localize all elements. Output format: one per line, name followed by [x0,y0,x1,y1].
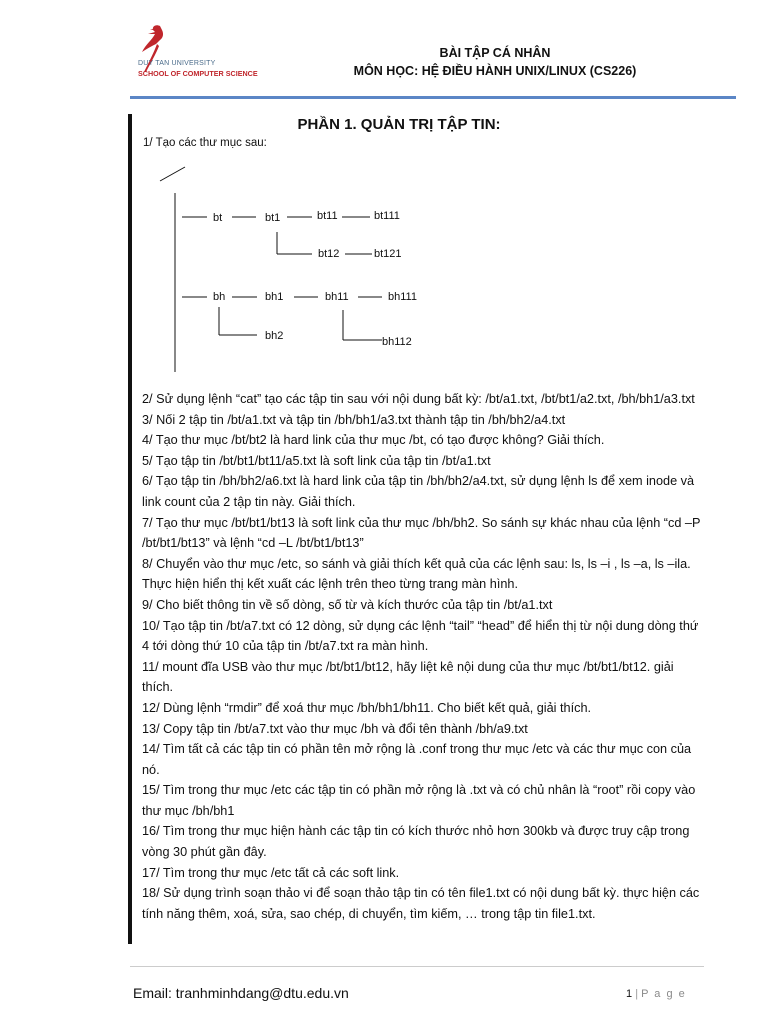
task-item: 17/ Tìm trong thư mục /etc tất cả các soft link. [142,865,400,880]
task-item: 11/ mount đĩa USB vào thư mục /bt/bt1/bt12, hãy liệt kê nội dung của thư mục /bt/bt1/bt12. giải thích. [142,659,674,695]
footer-email: Email: tranhminhdang@dtu.edu.vn [133,985,349,1001]
header-title-line2: MÔN HỌC: HỆ ĐIỀU HÀNH UNIX/LINUX (CS226) [353,64,637,78]
header-title [330,44,660,80]
tree-node-bt111: bt111 [374,210,400,222]
task-item: 6/ Tạo tập tin /bh/bh2/a6.txt là hard link của tập tin /bh/bh2/a4.txt, sử dụng lệnh ls để xem inode và link count của 2 tập tin này. Giải thích. [142,474,695,509]
task-item: 7/ Tạo thư mục /bt/bt1/bt13 là soft link của thư mục /bh/bh2. So sánh sự khác nhau của lệnh “cd –P /bt/bt1/bt13” và lệnh “cd –L /bt/bt1/bt13” [142,515,701,551]
task-item: 8/ Chuyển vào thư mục /etc, so sánh và giải thích kết quả của các lệnh sau: ls, ls –i , ls –a, ls –ila. Thực hiện hiển thị kết xuất các lệnh trên theo từng trang màn hình. [142,556,691,592]
header-title-line1: BÀI TẬP CÁ NHÂN [439,46,551,60]
tree-node-bh111: bh111 [388,291,417,303]
tree-node-bh: bh [213,291,226,303]
page-number-value: 1 [626,988,633,1000]
task-1-intro: 1/ Tạo các thư mục sau: [143,137,267,149]
directory-tree-diagram [132,150,432,380]
page-label: P a g e [641,988,687,1000]
logo-school-text: SCHOOL OF COMPUTER SCIENCE [138,69,258,78]
task-list [142,389,702,924]
university-logo [138,22,298,82]
section-title: PHẦN 1. QUẢN TRỊ TẬP TIN: [297,116,501,133]
tree-node-bt12: bt12 [318,248,340,260]
task-item: 13/ Copy tập tin /bt/a7.txt vào thư mục /bh và đổi tên thành /bh/a9.txt [142,721,528,736]
tree-node-bh2: bh2 [265,330,284,342]
tree-node-bt11: bt11 [317,210,338,222]
footer-divider [130,966,704,967]
task-item: 14/ Tìm tất cả các tập tin có phần tên mở rộng là .conf trong thư mục /etc và các thư mục con của nó. [142,742,692,777]
tree-node-bh112: bh112 [382,336,412,348]
root-slash-line [160,167,185,181]
task-item: 2/ Sử dụng lệnh “cat” tạo các tập tin sau với nội dung bất kỳ: /bt/a1.txt, /bt/bt1/a2.txt, /bh/bh1/a3.txt [142,392,695,406]
tree-node-bh11: bh11 [325,291,349,303]
task-item: 9/ Cho biết thông tin về số dòng, số từ và kích thước của tập tin /bt/a1.txt [142,597,553,612]
task-item: 5/ Tạo tập tin /bt/bt1/bt11/a5.txt là soft link của tập tin /bt/a1.txt [142,453,491,468]
task-item: 4/ Tạo thư mục /bt/bt2 là hard link của thư mục /bt, có tạo được không? Giải thích. [142,433,605,448]
task-item: 16/ Tìm trong thư mục hiện hành các tập tin có kích thước nhỏ hơn 300kb và được truy cập trong vòng 30 phút gần đây. [142,824,690,860]
tree-node-bt: bt [213,212,223,224]
tree-node-bh1: bh1 [265,291,284,303]
task-item: 12/ Dùng lệnh “rmdir” để xoá thư mục /bh/bh1/bh11. Cho biết kết quả, giải thích. [142,700,592,715]
tree-node-bt1: bt1 [265,212,281,224]
header-divider [130,96,736,99]
task-item: 3/ Nối 2 tập tin /bt/a1.txt và tập tin /bh/bh1/a3.txt thành tập tin /bh/bh2/a4.txt [142,412,566,427]
tree-node-bt121: bt121 [374,248,402,260]
logo-university-text: DUY TAN UNIVERSITY [138,60,216,67]
task-item: 10/ Tạo tập tin /bt/a7.txt có 12 dòng, sử dụng các lệnh “tail” “head” để hiển thị từ nội dung dòng thứ 4 tới dòng thứ 10 của tập tin /bt/a7.txt ra màn hình. [142,618,699,654]
page-separator: | [635,988,639,1000]
task-item: 15/ Tìm trong thư mục /etc các tập tin có phần mở rộng là .txt và có chủ nhân là “root” rồi copy vào thư mục /bh/bh1 [142,783,696,818]
task-item: 18/ Sử dụng trình soạn thảo vi để soạn thảo tập tin có tên file1.txt có nội dung bất kỳ. thực hiện các tính năng thêm, xoá, sửa, sao chép, di chuyển, tìm kiếm, … trong tập tin file1.txt. [142,886,700,921]
footer-page-number [626,988,686,1000]
